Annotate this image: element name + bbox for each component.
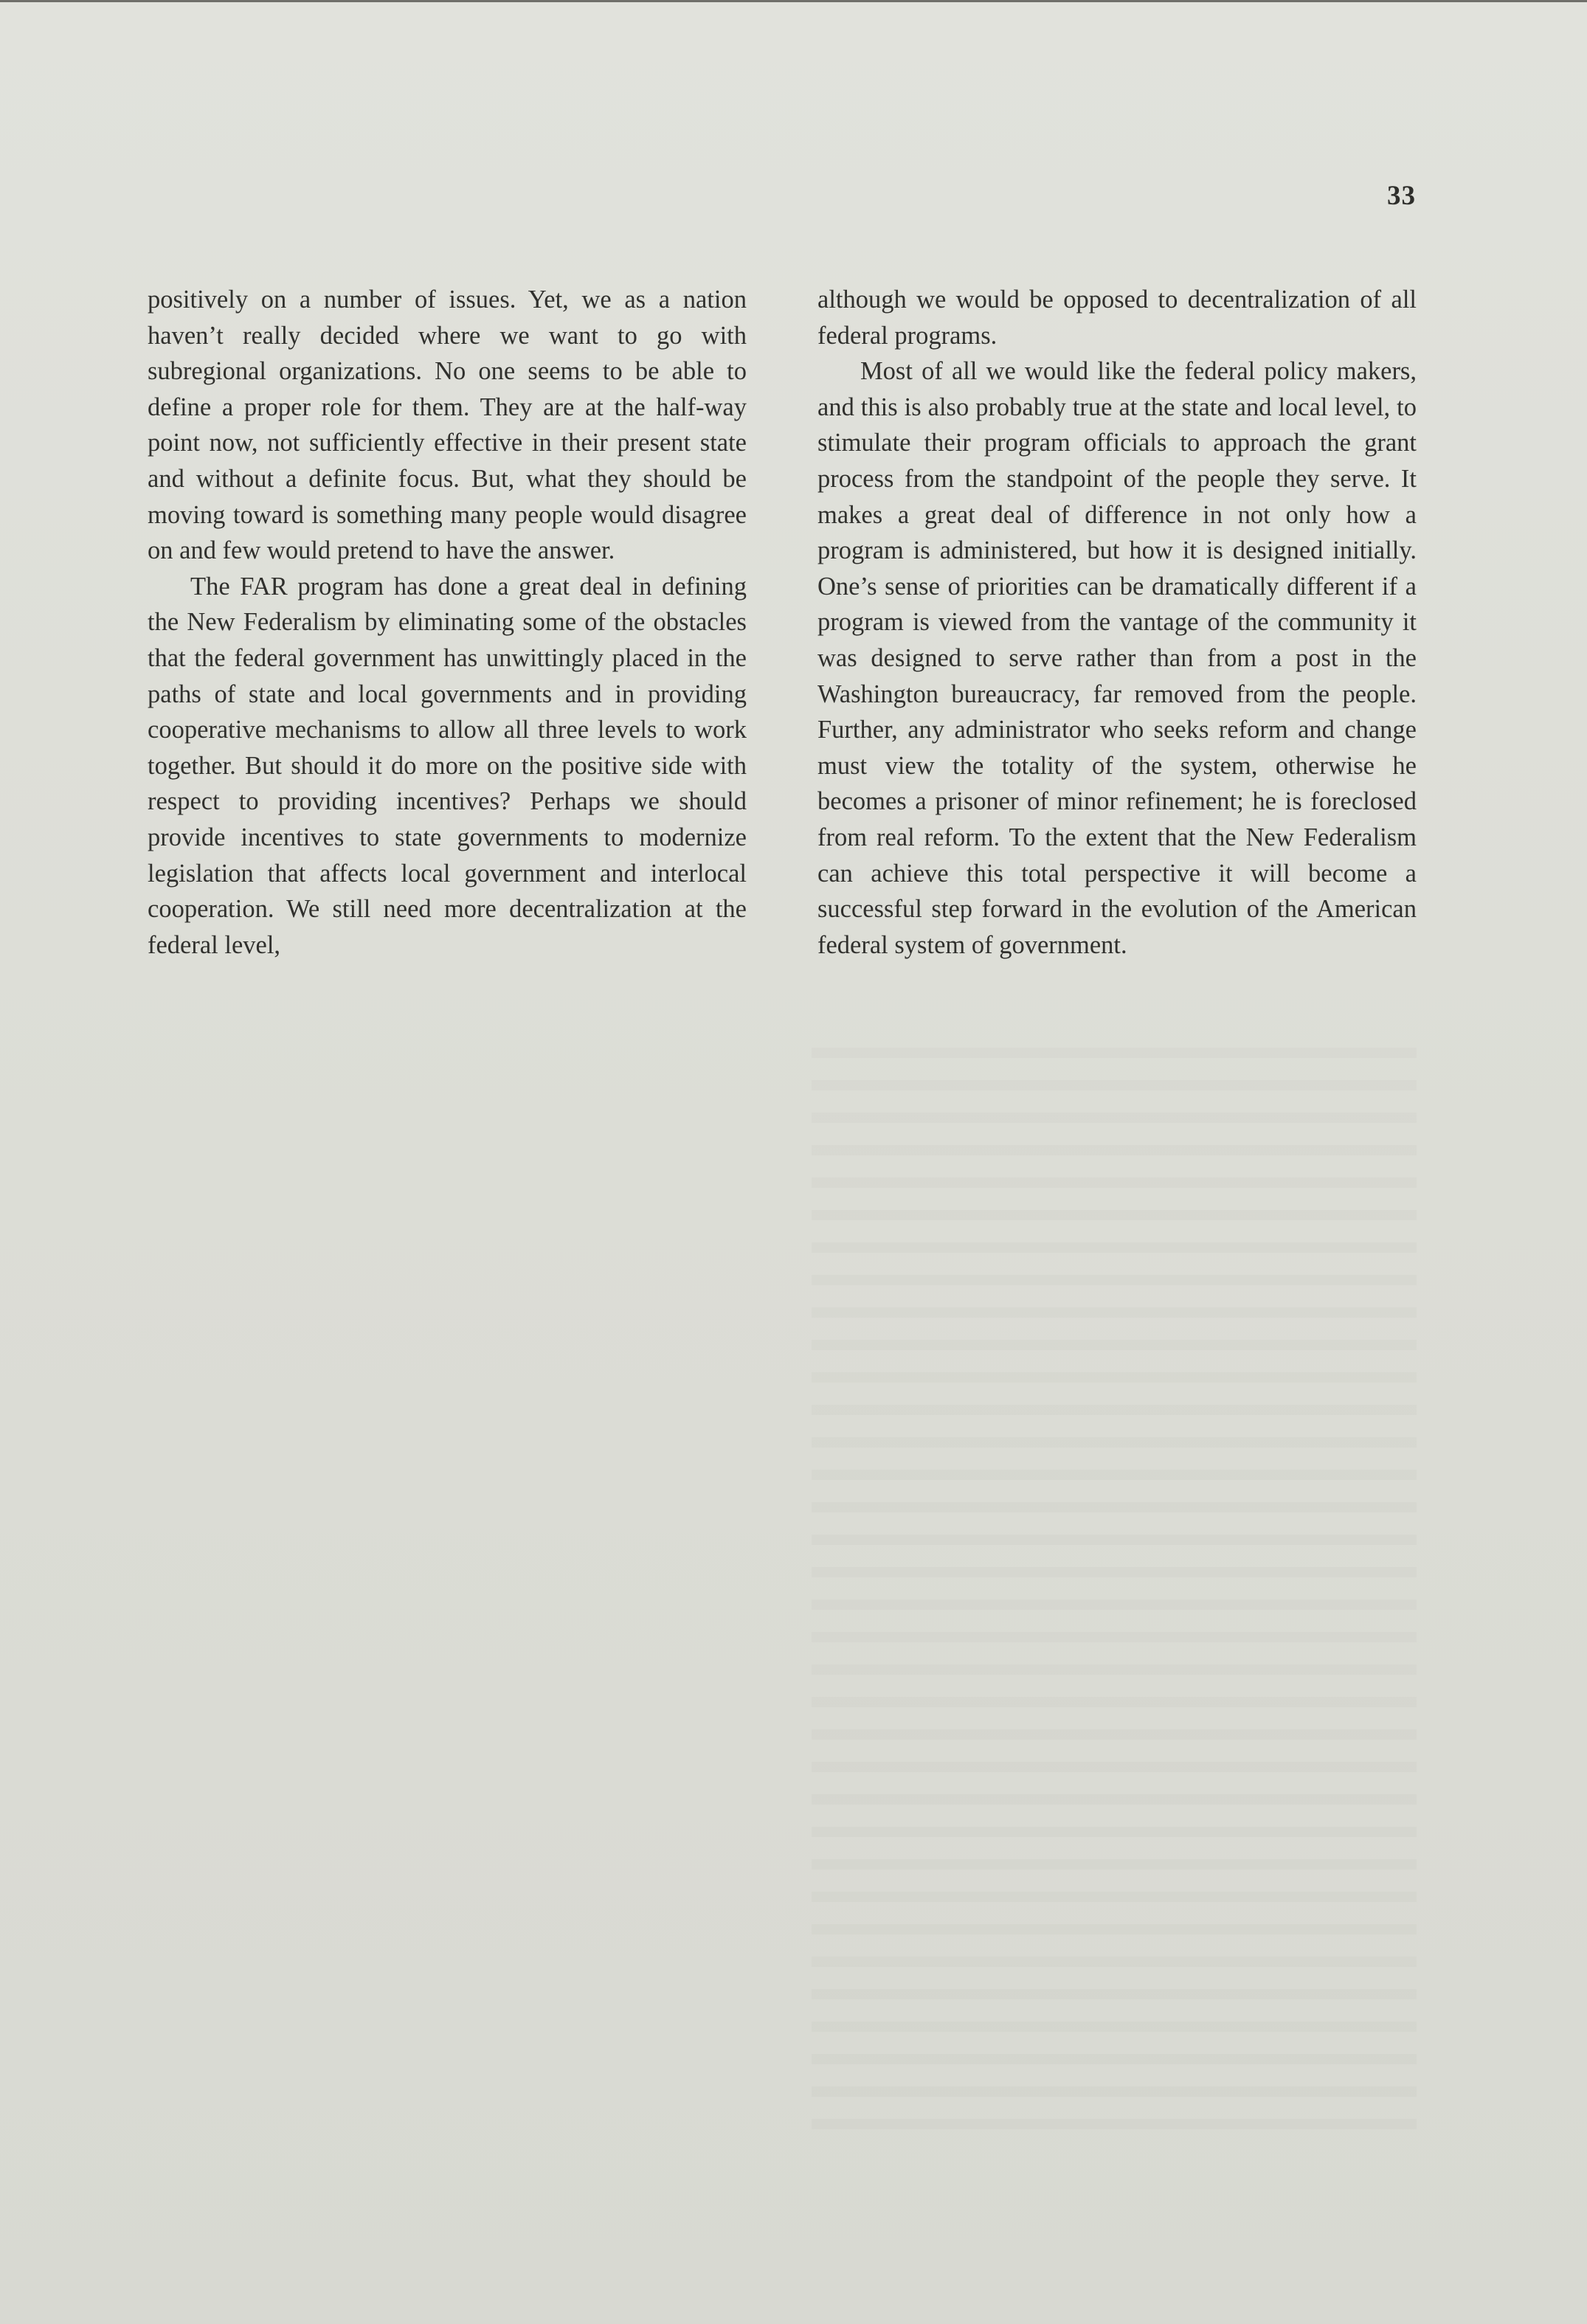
page-top-edge	[0, 0, 1587, 2]
show-through-texture	[812, 1026, 1417, 2147]
right-text-column	[817, 282, 1417, 963]
page-number: 33	[1387, 181, 1416, 211]
right-paragraph-2: Most of all we would like the federal policy makers, and this is also probably true at the state and local level, to stimulate their program officials to approach the grant process from the standpoint of the people they serve. It makes a great deal of difference in not only how a program is administered, but how it is designed initially. One’s sense of priorities can be dramatically different if a program is viewed from the vantage of the community it was designed to serve rather than from a post in the Washington bureaucracy, far removed from the people. Further, any administrator who seeks reform and change must view the totality of the system, otherwise he becomes a prisoner of minor refinement; he is foreclosed from real reform. To the extent that the New Federalism can achieve this total perspective it will become a successful step forward in the evolution of the American federal system of government.	[817, 357, 1417, 959]
left-paragraph-1: positively on a number of issues. Yet, we as a nation haven’t really decided where we want to go with subregional organizations. No one seems to be able to define a proper role for them. They are at the half-way point now, not sufficiently effective in their present state and without a definite focus. But, what they should be moving toward is something many people would disagree on and few would pretend to have the answer.	[148, 286, 747, 565]
left-text-column	[148, 282, 747, 963]
right-paragraph-1: although we would be opposed to decentralization of all federal programs.	[817, 286, 1417, 350]
left-paragraph-2: The FAR program has done a great deal in defining the New Federalism by eliminating some of the obstacles that the federal government has unwittingly placed in the paths of state and local governments and in providing cooperative mechanisms to allow all three levels to work together. But should it do more on the positive side with respect to providing incentives? Perhaps we should provide incentives to state governments to modernize legislation that affects local government and interlocal cooperation. We still need more decentralization at the federal level,	[148, 572, 747, 959]
